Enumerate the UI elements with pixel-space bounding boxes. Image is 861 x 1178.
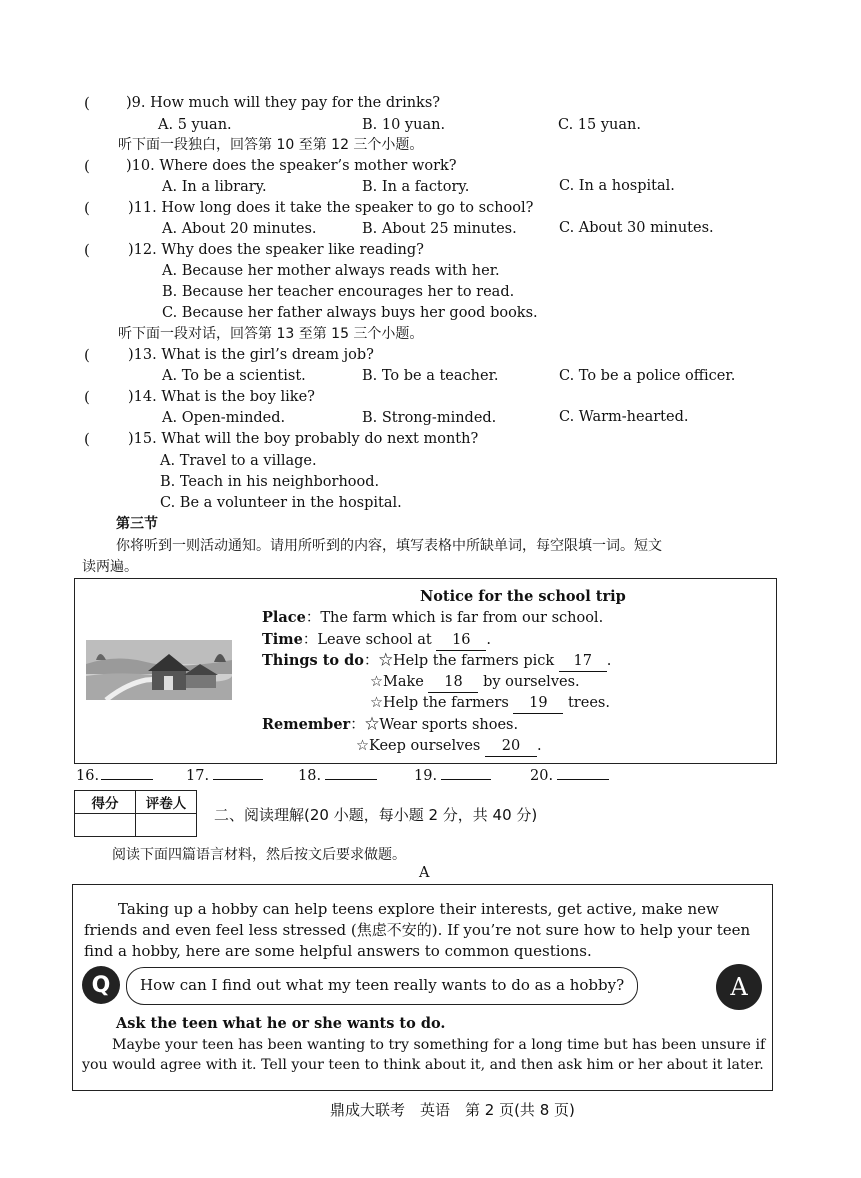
instruction-10-12: 听下面一段独白，回答第 10 至第 12 三个小题。 xyxy=(118,137,424,153)
question-11: )11. How long does it take the speaker to go to school? xyxy=(128,200,534,216)
passage-a-line-1: Taking up a hobby can help teens explore their interests, get active, make new xyxy=(118,900,719,918)
q15-option-a: A. Travel to a village. xyxy=(160,453,317,469)
help-tail: trees. xyxy=(567,695,610,711)
q11-option-c: C. About 30 minutes. xyxy=(559,220,714,236)
answer-paren-14[interactable]: ( xyxy=(84,388,90,406)
answer-20-label: 20. xyxy=(530,768,554,784)
place-label: Place xyxy=(262,609,306,626)
answer-19-blank[interactable] xyxy=(441,779,491,780)
question-9: )9. How much will they pay for the drinks? xyxy=(126,95,441,111)
keep-text: ☆Keep ourselves xyxy=(356,738,481,754)
things-text: ：☆Help the farmers pick xyxy=(363,653,555,669)
farm-illustration xyxy=(86,640,232,700)
make-tail: by ourselves. xyxy=(483,674,580,690)
answer-17-label: 17. xyxy=(186,768,210,784)
score-cell[interactable] xyxy=(75,814,136,837)
answer-paren-9[interactable]: ( xyxy=(84,94,90,112)
notice-remember-line xyxy=(262,715,518,735)
answer-16 xyxy=(76,766,153,786)
blank-19[interactable]: 19 xyxy=(513,693,563,714)
q9-option-c: C. 15 yuan. xyxy=(558,117,641,133)
blank-20[interactable]: 20 xyxy=(485,736,537,757)
part2-instruction: 阅读下面四篇语言材料，然后按文后要求做题。 xyxy=(112,847,406,863)
grader-header: 评卷人 xyxy=(136,791,197,814)
notice-make-line xyxy=(370,672,580,693)
help-text: ☆Help the farmers xyxy=(370,695,509,711)
section3-instruction-cont: 读两遍。 xyxy=(82,559,138,575)
q14-option-b: B. Strong-minded. xyxy=(362,410,497,426)
answer-paren-12[interactable]: ( xyxy=(84,241,90,259)
q11-option-a: A. About 20 minutes. xyxy=(162,221,317,237)
q12-option-c: C. Because her father always buys her good books. xyxy=(162,305,538,321)
passage-a-line-2: friends and even feel less stressed (焦虑不安的). If you’re not sure how to help your teen xyxy=(84,921,751,939)
score-header: 得分 xyxy=(75,791,136,814)
notice-keep-line: ☆Keep ourselves 20 . xyxy=(356,736,542,757)
question-14: )14. What is the boy like? xyxy=(128,389,315,405)
blank-18[interactable]: 18 xyxy=(428,672,478,693)
answer-paren-11[interactable]: ( xyxy=(84,199,90,217)
answer-18 xyxy=(298,766,377,786)
answer-17-blank[interactable] xyxy=(213,779,263,780)
answer-19-label: 19. xyxy=(414,768,438,784)
answer-paren-10[interactable]: ( xyxy=(84,157,90,175)
blank-17[interactable]: 17 xyxy=(559,651,607,672)
remember-text: ：☆Wear sports shoes. xyxy=(350,717,519,733)
notice-help-line xyxy=(370,693,610,714)
page-footer: 鼎成大联考 英语 第 2 页(共 8 页) xyxy=(330,1101,575,1119)
question-12: )12. Why does the speaker like reading? xyxy=(128,242,424,258)
answer-paren-13[interactable]: ( xyxy=(84,346,90,364)
answer-17 xyxy=(186,766,263,786)
answer-body-line-1: Maybe your teen has been wanting to try something for a long time but has been unsure if xyxy=(112,1037,766,1053)
q10-option-b: B. In a factory. xyxy=(362,179,470,195)
time-label: Time xyxy=(262,631,303,648)
question-13: )13. What is the girl’s dream job? xyxy=(128,347,374,363)
q15-option-b: B. Teach in his neighborhood. xyxy=(160,474,380,490)
blank-16[interactable]: 16 xyxy=(436,630,486,651)
question-15: )15. What will the boy probably do next month? xyxy=(128,431,479,447)
q9-option-b: B. 10 yuan. xyxy=(362,117,446,133)
q9-option-a: A. 5 yuan. xyxy=(158,117,232,133)
grader-cell[interactable] xyxy=(136,814,197,837)
notice-title: Notice for the school trip xyxy=(420,588,626,605)
answer-18-label: 18. xyxy=(298,768,322,784)
answer-16-label: 16. xyxy=(76,768,100,784)
q14-option-a: A. Open-minded. xyxy=(162,410,286,426)
q13-option-b: B. To be a teacher. xyxy=(362,368,499,384)
passage-a-line-3: find a hobby, here are some helpful answers to common questions. xyxy=(84,942,592,960)
time-text: ：Leave school at xyxy=(302,632,432,648)
make-text: ☆Make xyxy=(370,674,424,690)
q12-option-a: A. Because her mother always reads with her. xyxy=(162,263,500,279)
a-icon: A xyxy=(716,964,762,1010)
answer-18-blank[interactable] xyxy=(325,779,377,780)
section3-instruction: 你将听到一则活动通知。请用所听到的内容，填写表格中所缺单词，每空限填一词。短文 xyxy=(116,538,662,554)
q11-option-b: B. About 25 minutes. xyxy=(362,221,517,237)
answer-20 xyxy=(530,766,609,786)
q13-option-a: A. To be a scientist. xyxy=(162,368,306,384)
q12-option-b: B. Because her teacher encourages her to read. xyxy=(162,284,515,300)
answer-20-blank[interactable] xyxy=(557,779,609,780)
q15-option-c: C. Be a volunteer in the hospital. xyxy=(160,495,402,511)
passage-letter: A xyxy=(419,865,430,881)
q10-option-c: C. In a hospital. xyxy=(559,178,675,194)
place-text: ：The farm which is far from our school. xyxy=(305,610,604,626)
instruction-13-15: 听下面一段对话，回答第 13 至第 15 三个小题。 xyxy=(118,326,424,342)
q14-option-c: C. Warm-hearted. xyxy=(559,409,689,425)
things-label: Things to do xyxy=(262,652,364,669)
notice-things-line: Things to do：☆Help the farmers pick 17 . xyxy=(262,651,611,672)
q10-option-a: A. In a library. xyxy=(162,179,267,195)
notice-time-line: Time：Leave school at 16 . xyxy=(262,630,491,651)
q-icon: Q xyxy=(82,966,120,1004)
answer-16-blank[interactable] xyxy=(101,779,153,780)
section3-title: 第三节 xyxy=(116,516,158,532)
answer-paren-15[interactable]: ( xyxy=(84,430,90,448)
bubble-question: How can I find out what my teen really wants to do as a hobby? xyxy=(140,976,625,994)
notice-place-line xyxy=(262,608,603,628)
answer-heading: Ask the teen what he or she wants to do. xyxy=(116,1015,446,1032)
score-table xyxy=(74,790,197,837)
question-10: )10. Where does the speaker’s mother work? xyxy=(126,158,457,174)
answer-19 xyxy=(414,766,491,786)
remember-label: Remember xyxy=(262,716,351,733)
answer-body-line-2: you would agree with it. Tell your teen to think about it, and then ask him or her about it later. xyxy=(82,1057,764,1073)
q13-option-c: C. To be a police officer. xyxy=(559,368,736,384)
part2-title: 二、阅读理解(20 小题，每小题 2 分，共 40 分) xyxy=(214,806,538,824)
